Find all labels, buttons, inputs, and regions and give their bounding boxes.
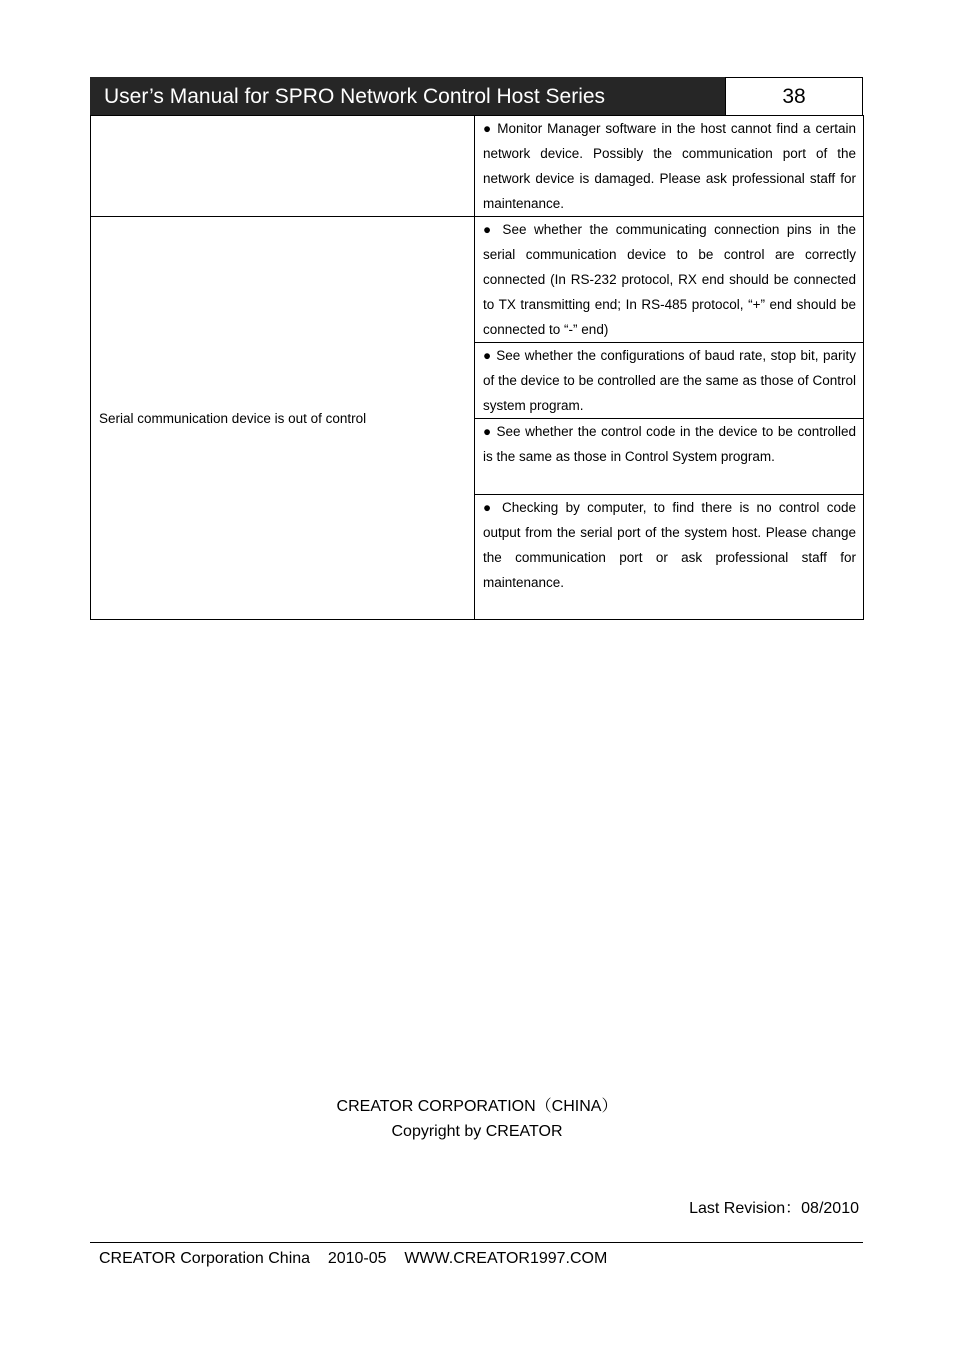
- solution-cell: [475, 116, 864, 217]
- solution-cell: [475, 217, 864, 343]
- solution-text: ● Checking by computer, to find there is no control code output from the serial port of the system host. Please change the communication port or ask professional staff for maintenance.: [483, 500, 856, 590]
- solution-text: ● See whether the control code in the device to be controlled is the same as those in Control System program.: [483, 424, 856, 464]
- last-revision: Last Revision：08/2010: [689, 1200, 859, 1217]
- page-number: 38: [725, 77, 863, 116]
- document-title: User’s Manual for SPRO Network Control Host Series: [90, 77, 725, 116]
- problem-cell: [91, 116, 475, 217]
- solution-cell: [475, 495, 864, 620]
- solution-text: ● See whether the configurations of baud rate, stop bit, parity of the device to be controlled are the same as those of Control system program.: [483, 348, 856, 413]
- copyright-text: Copyright by CREATOR: [391, 1123, 563, 1140]
- company-name: CREATOR CORPORATION（CHINA）: [336, 1098, 618, 1115]
- page-header: [90, 77, 863, 116]
- footer-line: CREATOR Corporation China 2010-05 WWW.CREATOR1997.COM: [99, 1250, 608, 1267]
- solution-cell: [475, 343, 864, 419]
- footer-divider: [90, 1242, 863, 1243]
- table-row: [91, 217, 864, 343]
- solution-cell: [475, 419, 864, 495]
- table-row: [91, 116, 864, 217]
- troubleshooting-table: [90, 115, 864, 620]
- solution-text: ● Monitor Manager software in the host cannot find a certain network device. Possibly the communication port of the network device is damaged. Please ask professional staff for maintenance.: [483, 121, 856, 211]
- problem-cell: [91, 217, 475, 620]
- solution-text: ● See whether the communicating connection pins in the serial communication device to be control are correctly connected (In RS-232 protocol, RX end should be connected to TX transmitting end; In RS-485 protocol, “+” end should be connected to “-” end): [483, 222, 856, 337]
- problem-text: Serial communication device is out of control: [99, 410, 367, 426]
